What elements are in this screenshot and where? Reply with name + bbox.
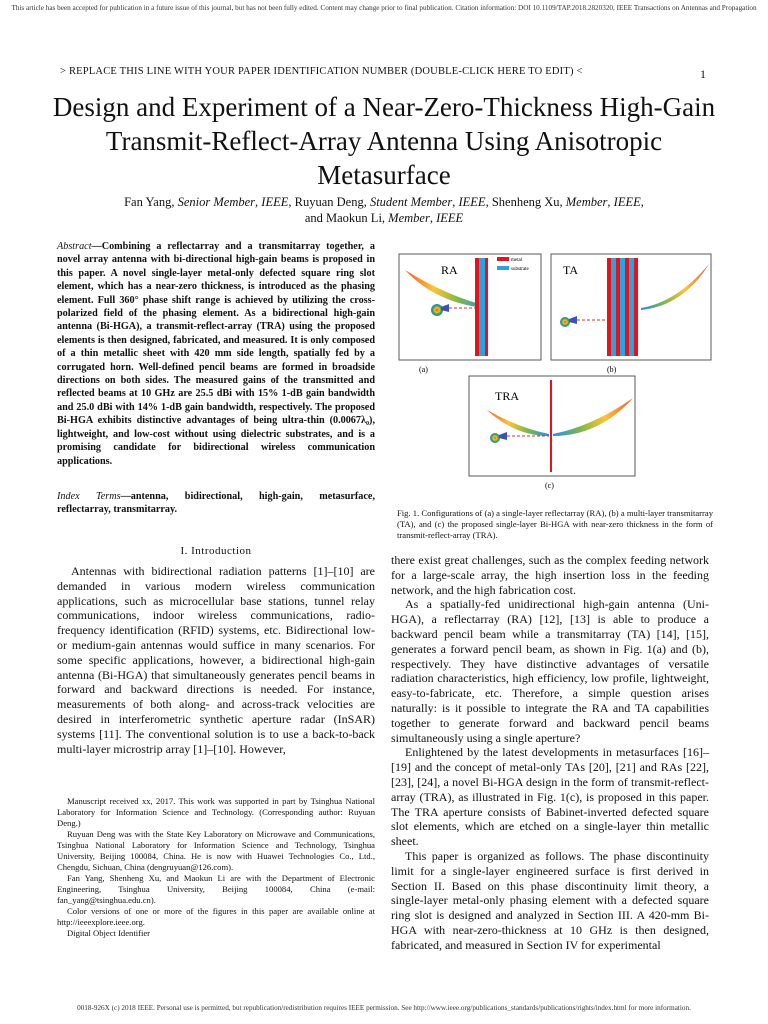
abstract-lead: Abstract [57,241,92,252]
accepted-banner: This article has been accepted for publication in a future issue of this journal, but has not been fully edited. Content may change prior to final publication. Citation information: DOI 10.1109/TAP.2018.2820320, IEEE Transactions on Antennas and Propagation [11,4,757,12]
legend-substrate-swatch [497,266,509,270]
paragraph: there exist great challenges, such as the complex feeding network for a large-scale array, the high insertion loss in the feeding network, and the high fabrication cost. [391,553,709,597]
legend-metal-swatch [497,257,509,261]
figure-1 [397,250,713,502]
author-3-ieee: IEEE [613,195,641,209]
label-ra: RA [441,263,458,277]
paragraph: Enlightened by the latest developments in metasurfaces [16]–[19] and the concept of metal-only TAs [20], [21] and RAs [22], [23], [24], a novel Bi-HGA design in the form of transmit-reflect-array (TRA), as illustrated in Fig. 1(c), is proposed in this paper. The TRA aperture consists of Babinet-inverted defected square slot elements, which are etched on a single-layer thin metallic sheet. [391,745,709,849]
paragraph: This paper is organized as follows. The phase discontinuity limit for a single-layer engineered surface is first derived in Section II. Based on this phase discontinuity limit theory, a single-layer metal-only phasing element with a defected square ring slot is designed and analyzed in Section III. A 420-mm Bi-HGA with near-zero-thickness at 10 GHz is then designed, fabricated, and measured in Section IV for experimental [391,848,709,952]
author-2-ieee: IEEE [458,195,486,209]
body-column-left [57,564,375,756]
author-2-role: Student Member [369,195,453,209]
abstract [57,240,375,468]
page-number: 1 [700,67,706,81]
footnote-affil-1: Ruyuan Deng was with the State Key Laboratory on Microwave and Communications, Tsinghua National Laboratory for Information Science and Technology, Tsinghua University, Beijing 100084, China. He is now with Huawei Technologies Co., Ltd., Chengdu, Sichuan, China (dengruyuan@126.com). [57,829,375,872]
panel-ra [399,254,541,374]
paragraph: As a spatially-fed unidirectional high-gain antenna (Uni-HGA), a reflectarray (RA) [12], [13] is able to produce a backward pencil beam while a transmitarray (TA) [14], [15], generates a forward pencil beam, as shown in Fig. 1(a) and (b), respectively. They have distinctive advantages of versatile radiation characteristics, high efficiency, low profile, lightweight, easy-to-fabricate, etc. Therefore, a simple question arises naturally: is it possible to integrate the RA and TA capabilities together to generate forward and backward pencil beams simultaneously using a single aperture? [391,597,709,745]
paper-title: Design and Experiment of a Near-Zero-Thickness High-Gain Transmit-Reflect-Array Antenna Using Anisotropic Metasurface [52,92,716,190]
author-4-role: Member [388,211,430,225]
metal-layer [475,258,479,356]
panel-tra [469,376,635,490]
author-1-role: Senior Member [177,195,256,209]
footnote [57,796,375,939]
footnote-doi: Digital Object Identifier [67,928,151,938]
footnote-color: Color versions of one or more of the figures in this paper are available online at http://ieeexplore.ieee.org. [57,906,375,927]
author-3-role: Member [565,195,608,209]
copyright-footer: 0018-926X (c) 2018 IEEE. Personal use is permitted, but republication/redistribution requires IEEE permission. See http://www.ieee.org/publications_standards/publications/rights/index.html for more information. [77,1004,691,1012]
author-list: Fan Yang, Senior Member, IEEE, Ruyuan Deng, Student Member, IEEE, Shenheng Xu, Member, IEEE, and Maokun Li, Member, IEEE [124,195,644,225]
sub-label-c: (c) [545,481,554,490]
index-terms-text: —antenna, bidirectional, high-gain, metasurface, reflectarray, transmitarray. [57,491,375,516]
body-column-right [391,553,709,953]
abstract-text: —Combining a reflectarray and a transmitarray together, a novel array antenna with bi-directional high-gain beams is proposed in this paper. A novel single-layer metal-only defected square ring slot element, which has a near-zero thickness, is introduced as the phasing element. Full 360° phase shift range is achieved by utilizing the cross-polarized field of the phasing element. As a bidirectional high-gain antenna (Bi-HGA), a transmit-reflect-array (TRA) using the proposed elements is then designed, fabricated, and measured. It is only composed of a thin metallic sheet with 420 mm side length, spatially fed by a corrugated horn. Well-defined pencil beams are formed in broadside directions on both sides. The measured gains of the transmitted and reflected beams at 10 GHz are 25.5 dBi with 15% 1-dB gain bandwidth and 25.0 dBi with 14% 1-dB gain bandwidth, respectively. The proposed Bi-HGA exhibits distinctive advantages of being ultra-thin (0.0067λ₀), lightweight, and low-cost without using dielectric substrates, and is a promising candidate for bidirectional wireless communication applications. [57,241,375,467]
index-terms [57,490,375,517]
author-4-ieee: IEEE [436,211,464,225]
sub-label-b: (b) [607,365,617,374]
substrate-layer [479,258,485,356]
author-4: and Maokun Li, [304,211,386,225]
label-ta: TA [563,263,579,277]
figure-caption: Fig. 1. Configurations of (a) a single-layer reflectarray (RA), (b) a multi-layer transmitarray (TA), and (c) the proposed single-layer Bi-HGA with near-zero thickness in the form of transmit-reflect-array (TRA). [397,508,713,540]
legend-substrate: substrate [511,267,529,272]
panel-ta [551,254,711,374]
footnote-manuscript: Manuscript received xx, 2017. This work was supported in part by Tsinghua National Laboratory for Information Science and Technology. (Corresponding author: Ruyuan Deng.) [57,796,375,828]
author-3: Shenheng Xu, [491,195,563,209]
footnote-affil-2: Fan Yang, Shenheng Xu, and Maokun Li are with the Department of Electronic Engineering, Tsinghua University, Beijing 100084, China (e-mail: fan_yang@tsinghua.edu.cn). [57,873,375,905]
author-1: Fan Yang, [124,195,175,209]
author-2: Ruyuan Deng, [294,195,367,209]
sub-label-a: (a) [419,365,428,374]
label-tra: TRA [495,389,519,403]
legend-metal: metal [511,258,523,263]
index-terms-lead: Index Terms [57,491,121,502]
paragraph: Antennas with bidirectional radiation patterns [1]–[10] are demanded in various modern wireless communication applications, such as microcellular base stations, tunnel relay communications, indoor wireless communications, radio-frequency identification (RFID) systems, etc. Bidirectional low- or medium-gain antennas would suffice in many scenarios. For some specific applications, however, a bidirectional high-gain antenna (Bi-HGA) that simultaneously generates pencil beams in forward and backward directions is needed. For instance, measurements of both along- and across-track velocities are desired in interferometric synthetic aperture radar (InSAR) systems [11]. The conventional solution is to use a back-to-back multi-layer microstrip array [1]–[10]. However, [57,564,375,756]
metal-sheet [550,380,552,472]
paper-id-header: > REPLACE THIS LINE WITH YOUR PAPER IDENTIFICATION NUMBER (DOUBLE-CLICK HERE TO EDIT) < [60,66,583,77]
author-1-ieee: IEEE [261,195,289,209]
section-heading: I. Introduction [180,545,252,557]
